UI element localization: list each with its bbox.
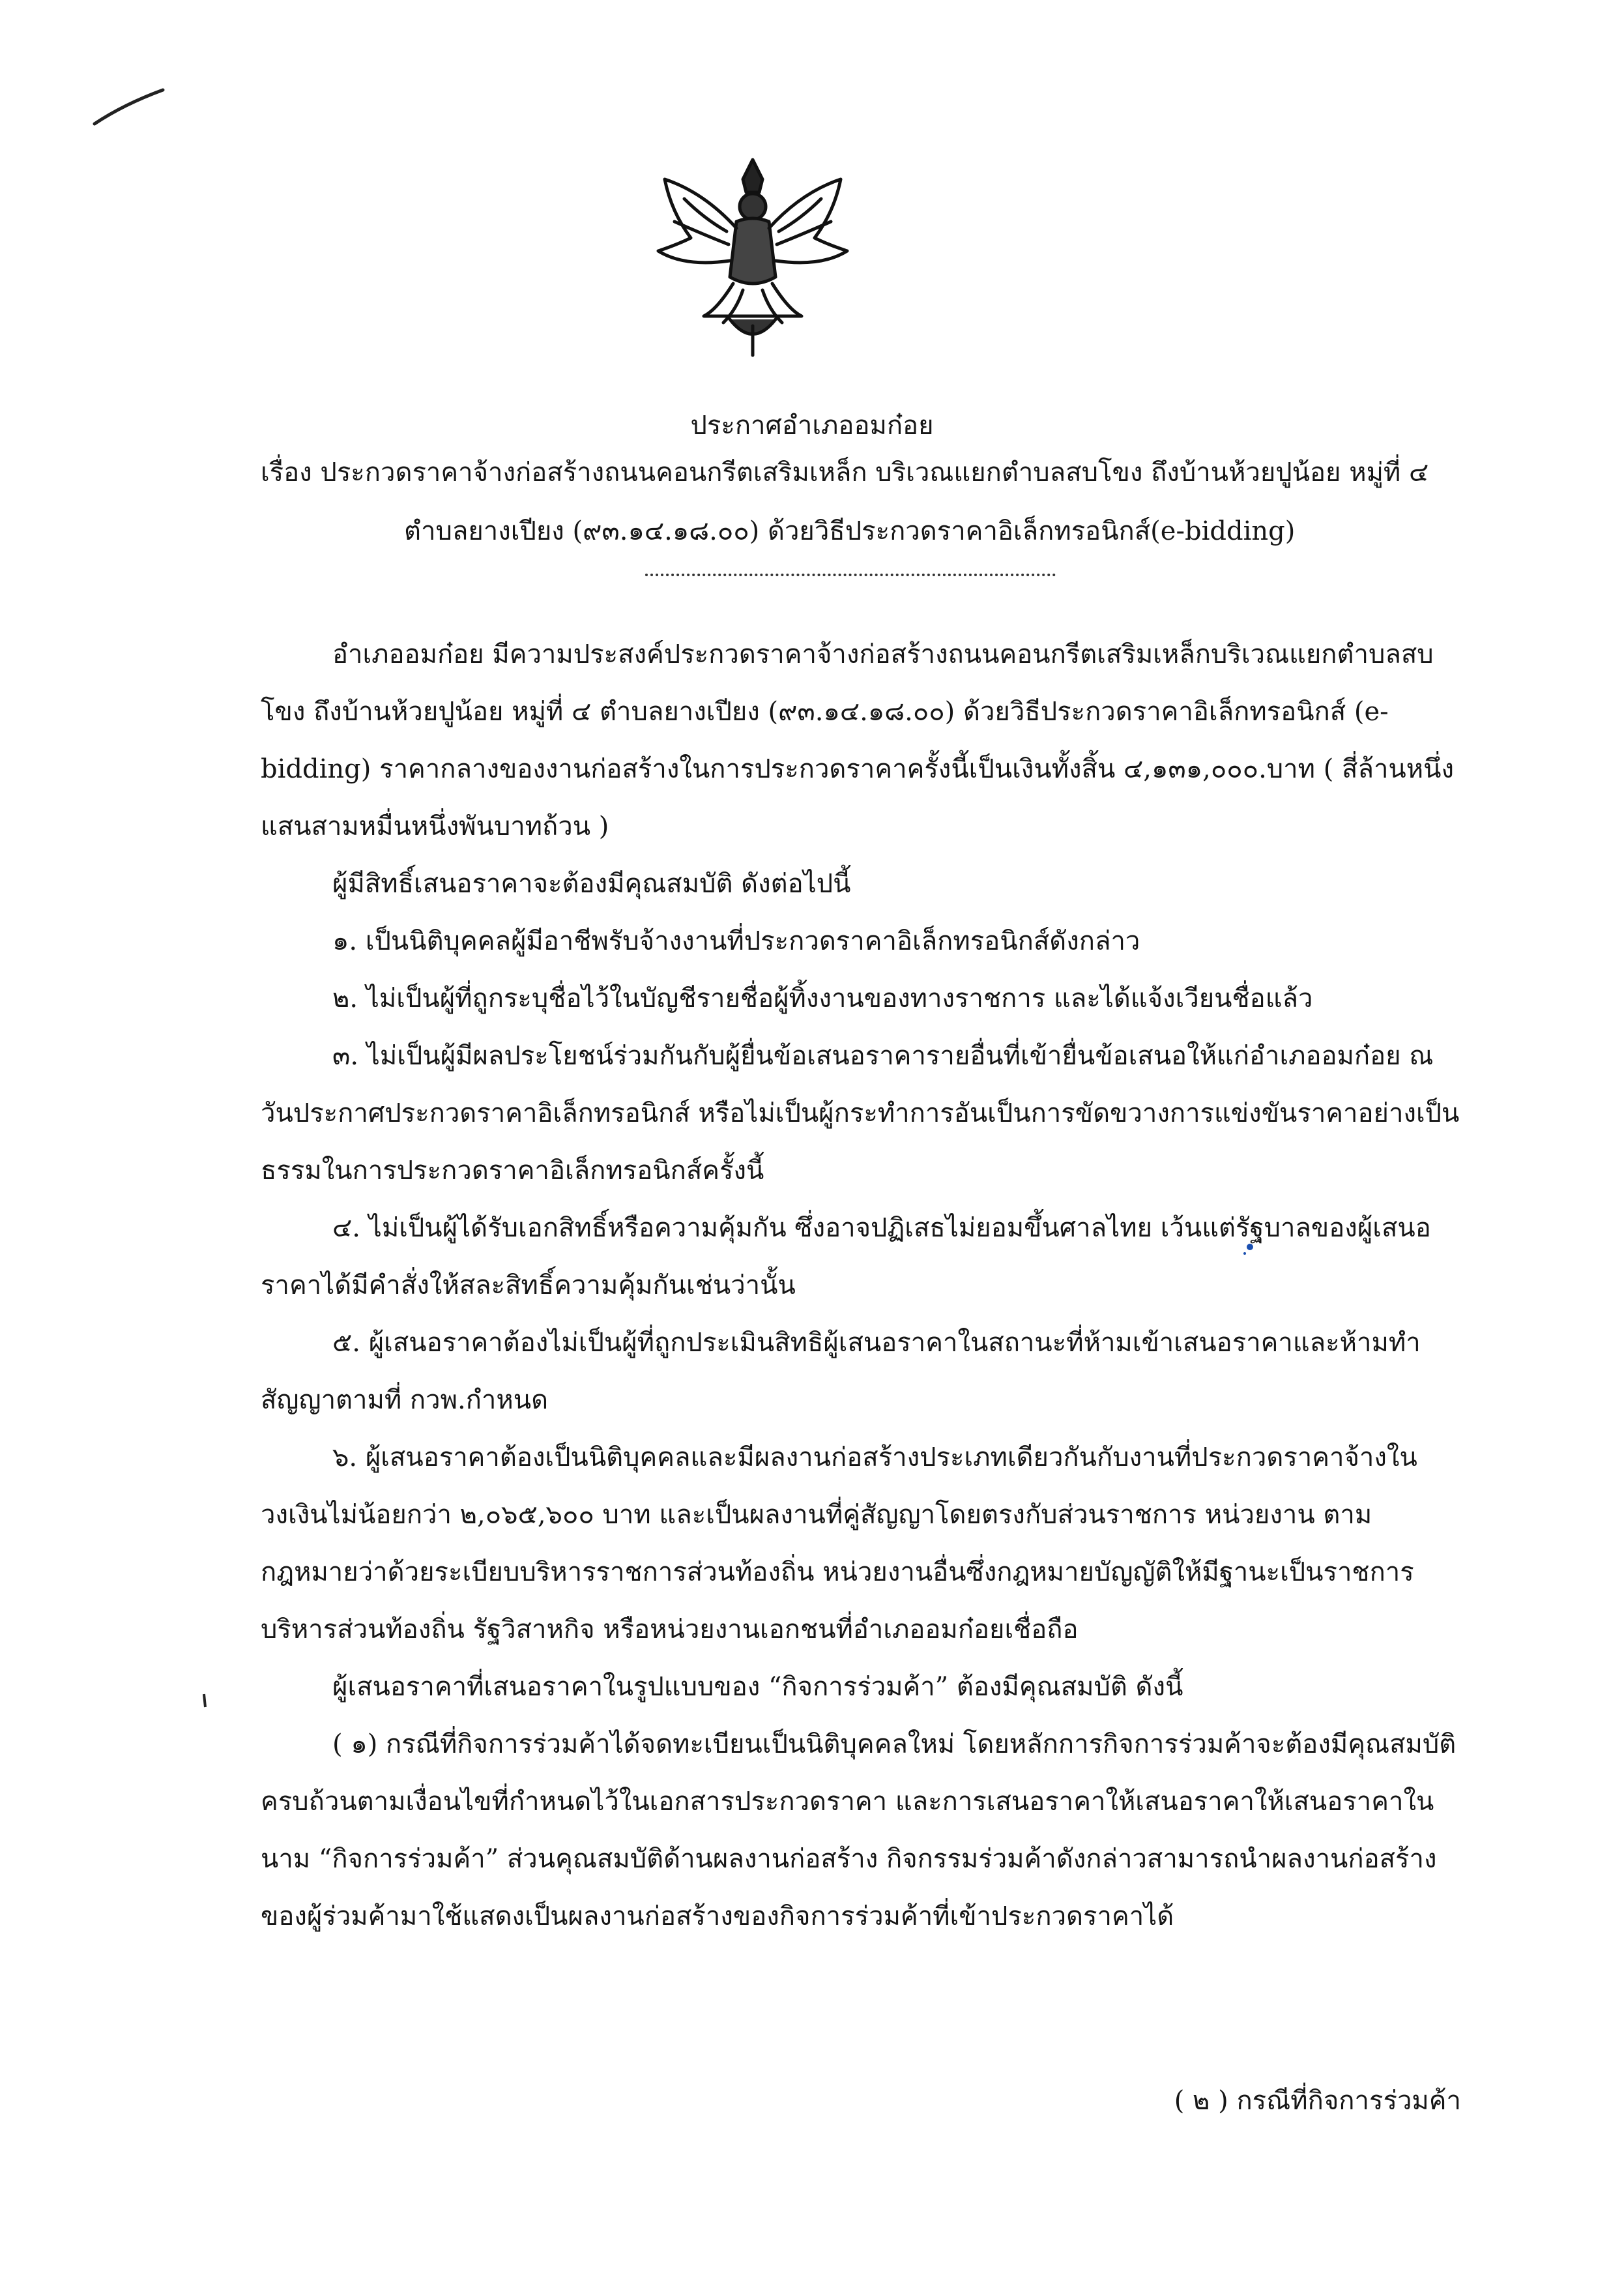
qualification-item-3: ๓. ไม่เป็นผู้มีผลประโยชน์ร่วมกันกับผู้ยื่นข้อเสนอราคารายอื่นที่เข้ายื่นข้อเสนอให้แก่อำเภออมก๋อย ณ วันประกาศประกวดราคาอิเล็กทรอนิกส์ หรือไม่เป็นผู้กระทำการอันเป็นการขัดขวางการแข่งขันราคาอย่างเป็นธรรมในการประกวดราคาอิเล็กทรอนิกส์ครั้งนี้ <box>261 1041 1460 1186</box>
document-body <box>261 626 1460 1945</box>
document-subject <box>261 443 1499 561</box>
qualification-heading: ผู้มีสิทธิ์เสนอราคาจะต้องมีคุณสมบัติ ดังต่อไปนี้ <box>332 869 851 899</box>
qualification-item-4: ๔. ไม่เป็นผู้ได้รับเอกสิทธิ์หรือความคุ้มกัน ซึ่งอาจปฏิเสธไม่ยอมขึ้นศาลไทย เว้นแต่รัฐบาลของผู้เสนอราคาได้มีคำสั่งให้สละสิทธิ์ความคุ้มกันเช่นว่านั้น <box>261 1213 1431 1300</box>
subject-line-1: เรื่อง ประกวดราคาจ้างก่อสร้างถนนคอนกรีตเสริมเหล็ก บริเวณแยกตำบลสบโขง ถึงบ้านห้วยปูน้อย หมู่ที่ ๔ <box>261 458 1429 488</box>
pen-stroke-mark <box>91 85 169 130</box>
continuation-note: ( ๒ ) กรณีที่กิจการร่วมค้า <box>1174 2086 1461 2116</box>
intro-paragraph: อำเภออมก๋อย มีความประสงค์ประกวดราคาจ้างก่อสร้างถนนคอนกรีตเสริมเหล็กบริเวณแยกตำบลสบโขง ถึงบ้านห้วยปูน้อย หมู่ที่ ๔ ตำบลยางเปียง (๙๓.๑๔.๑๘.๐๐) ด้วยวิธีประกวดราคาอิเล็กทรอนิกส์ (e-bidding) ราคากลางของงานก่อสร้างในการประกวดราคาครั้งนี้เป็นเงินทั้งสิ้น ๔,๑๓๑,๐๐๐.บาท ( สี่ล้านหนึ่งแสนสามหมื่นหนึ่งพันบาทถ้วน ) <box>261 639 1455 842</box>
garuda-emblem <box>645 153 860 362</box>
qualification-item-6: ๖. ผู้เสนอราคาต้องเป็นนิติบุคคลและมีผลงานก่อสร้างประเภทเดียวกันกับงานที่ประกวดราคาจ้างในวงเงินไม่น้อยกว่า ๒,๐๖๕,๖๐๐ บาท และเป็นผลงานที่คู่สัญญาโดยตรงกับส่วนราชการ หน่วยงาน ตามกฎหมายว่าด้วยระเบียบบริหารราชการส่วนท้องถิ่น หน่วยงานอื่นซึ่งกฎหมายบัญญัติให้มีฐานะเป็นราชการบริหารส่วนท้องถิ่น รัฐวิสาหกิจ หรือหน่วยงานเอกชนที่อำเภออมก๋อยเชื่อถือ <box>261 1442 1417 1645</box>
joint-venture-heading: ผู้เสนอราคาที่เสนอราคาในรูปแบบของ “กิจการร่วมค้า” ต้องมีคุณสมบัติ ดังนี้ <box>332 1672 1183 1702</box>
qualification-item-2: ๒. ไม่เป็นผู้ที่ถูกระบุชื่อไว้ในบัญชีรายชื่อผู้ทิ้งงานของทางราชการ และได้แจ้งเวียนชื่อแล้ว <box>332 984 1313 1014</box>
title-divider <box>645 574 1056 576</box>
qualification-item-5: ๕. ผู้เสนอราคาต้องไม่เป็นผู้ที่ถูกประเมินสิทธิผู้เสนอราคาในสถานะที่ห้ามเข้าเสนอราคาและห้ามทำสัญญาตามที่ กวพ.กำหนด <box>261 1328 1421 1415</box>
qualification-item-1: ๑. เป็นนิติบุคคลผู้มีอาชีพรับจ้างงานที่ประกวดราคาอิเล็กทรอนิกส์ดังกล่าว <box>332 926 1140 956</box>
subject-line-2: ตำบลยางเปียง (๙๓.๑๔.๑๘.๐๐) ด้วยวิธีประกวดราคาอิเล็กทรอนิกส์(e-bidding) <box>404 516 1296 546</box>
stray-tick-mark <box>199 1691 212 1711</box>
joint-venture-case-1: ( ๑) กรณีที่กิจการร่วมค้าได้จดทะเบียนเป็นนิติบุคคลใหม่ โดยหลักการกิจการร่วมค้าจะต้องมีคุณสมบัติครบถ้วนตามเงื่อนไขที่กำหนดไว้ในเอกสารประกวดราคา และการเสนอราคาให้เสนอราคาให้เสนอราคาในนาม “กิจการร่วมค้า” ส่วนคุณสมบัติด้านผลงานก่อสร้าง กิจกรรมร่วมค้าดังกล่าวสามารถนำผลงานก่อสร้างของผู้ร่วมค้ามาใช้แสดงเป็นผลงานก่อสร้างของกิจการร่วมค้าที่เข้าประกวดราคาได้ <box>261 1729 1457 1931</box>
document-title: ประกาศอำเภออมก๋อย <box>690 411 934 441</box>
